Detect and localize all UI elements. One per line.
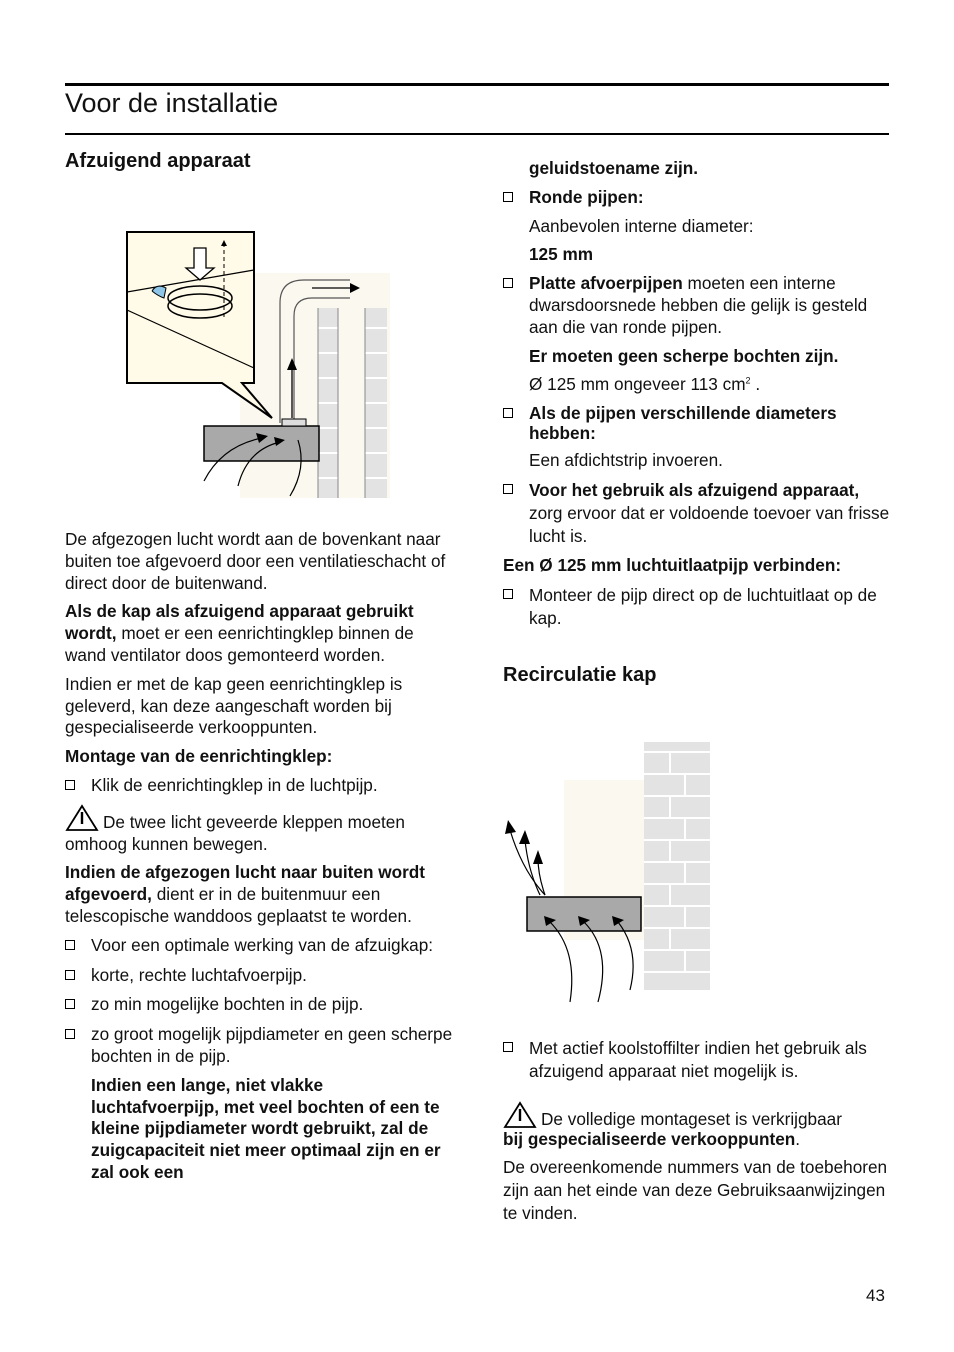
checkbox-bullet-icon <box>65 940 75 950</box>
list-item: Monteer de pijp direct op de luchtuitlaat op de kap. <box>503 584 893 630</box>
checkbox-bullet-icon <box>503 408 513 418</box>
list-item: korte, rechte luchtafvoerpijp. <box>65 965 455 987</box>
page-number: 43 <box>866 1286 885 1305</box>
page-title: Voor de installatie <box>65 88 279 118</box>
list-item: Ronde pijpen: <box>503 187 893 209</box>
warning-triangle-icon <box>503 1101 537 1128</box>
valve-paragraph: Als de kap als afzuigend apparaat gebruikt wordt, moet er een eenrichtingklep binnen de wand ventilator doos gemonteerd worden. <box>65 601 414 665</box>
continued-text: geluidstoename zijn. <box>529 158 699 178</box>
checkbox-bullet-icon <box>503 1042 513 1052</box>
wall-box-paragraph: Indien de afgezogen lucht naar buiten wordt afgevoerd, dient er in de buitenmuur een telescopische wanddoos geplaatst te worden. <box>65 862 425 926</box>
list-item: Met actief koolstoffilter indien het gebruik als afzuigend apparaat niet mogelijk is. <box>503 1037 893 1083</box>
section-heading-recirculatie: Recirculatie kap <box>503 664 657 686</box>
warning-triangle-icon <box>65 804 99 831</box>
checkbox-bullet-icon <box>65 999 75 1009</box>
list-item: Platte afvoerpijpen moeten een interne dwarsdoorsnede hebben die gelijk is gesteld aan die van ronde pijpen. <box>503 273 893 338</box>
ronde-value: 125 mm <box>529 244 594 265</box>
section-heading-afzuigend: Afzuigend apparaat <box>65 150 251 172</box>
list-item: Klik de eenrichtingklep in de luchtpijp. <box>65 775 455 797</box>
intro-paragraph: De afgezogen lucht wordt aan de bovenkant naar buiten toe afgevoerd door een ventilatieschacht of direct door de buitenwand. <box>65 529 446 593</box>
bold-note: Indien een lange, niet vlakke luchtafvoerpijp, met veel bochten of een te kleine pijpdiameter wordt gebruikt, zal de zuigcapaciteit niet meer optimaal zijn en er zal ook een <box>91 1074 441 1182</box>
verschillend-text: Een afdichtstrip invoeren. <box>529 450 723 471</box>
list-item: zo groot mogelijk pijpdiameter en geen scherpe bochten in de pijp. <box>65 1024 455 1068</box>
checkbox-bullet-icon <box>503 484 513 494</box>
montage-heading: Montage van de eenrichtingklep: <box>65 746 333 767</box>
valve-availability-paragraph: Indien er met de kap geen eenrichtingklep is geleverd, kan deze aangeschaft worden bij gespecialiseerde verkooppunten. <box>65 673 403 738</box>
bochten-note: Er moeten geen scherpe bochten zijn. <box>529 345 839 366</box>
verbinden-heading: Een Ø 125 mm luchtuitlaatpijp verbinden: <box>503 554 842 575</box>
list-item: zo min mogelijke bochten in de pijp. <box>65 994 455 1016</box>
exhaust-hood-illustration <box>122 228 392 500</box>
diameter-text: Ø 125 mm ongeveer 113 $cm^2$ . <box>529 374 761 395</box>
checkbox-bullet-icon <box>65 970 75 980</box>
recirculation-hood-illustration <box>500 740 715 1005</box>
checkbox-bullet-icon <box>503 278 513 288</box>
right-column-bottom <box>503 1037 893 1232</box>
list-item: Als de pijpen verschillende diameters hebben: <box>503 403 893 443</box>
warning-note: De volledige montageset is verkrijgbaar bij gespecialiseerde verkooppunten. <box>503 1101 893 1149</box>
list-item: Voor het gebruik als afzuigend apparaat, zorg ervoor dat er voldoende toevoer van frisse lucht is. <box>503 479 893 548</box>
list-item: Voor een optimale werking van de afzuigkap: <box>65 935 455 957</box>
checkbox-bullet-icon <box>503 192 513 202</box>
checkbox-bullet-icon <box>503 589 513 599</box>
checkbox-bullet-icon <box>65 780 75 790</box>
left-column <box>65 529 455 1191</box>
ronde-text: Aanbevolen interne diameter: <box>529 215 754 236</box>
right-column <box>503 158 893 637</box>
final-paragraph: De overeenkomende nummers van de toebehoren zijn aan het einde van deze Gebruiksaanwijzingen te vinden. <box>503 1157 888 1223</box>
checkbox-bullet-icon <box>65 1029 75 1039</box>
title-underline <box>65 133 889 135</box>
warning-note: De twee licht geveerde kleppen moeten omhoog kunnen bewegen. <box>65 804 455 856</box>
top-rule <box>65 83 889 86</box>
